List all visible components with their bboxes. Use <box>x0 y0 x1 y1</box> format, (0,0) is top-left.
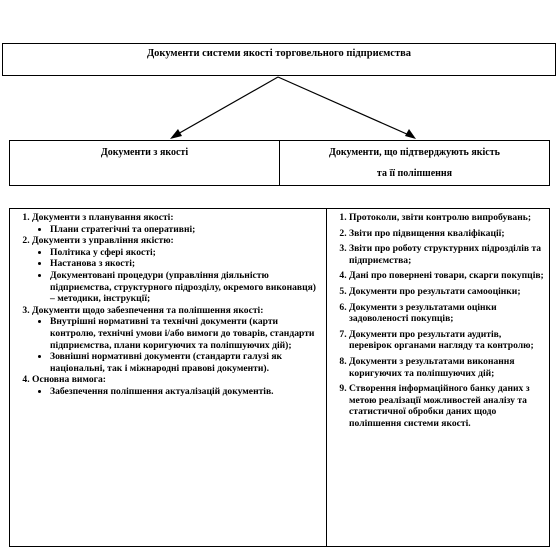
left-item-label: Документи щодо забезпечення та поліпшення якості: <box>32 304 264 316</box>
details-table <box>9 208 550 547</box>
diagram-title-box <box>2 43 556 76</box>
left-list-item <box>32 374 322 397</box>
right-column <box>327 209 549 546</box>
left-list <box>14 212 322 398</box>
left-subitem: • Політика у сфері якості; <box>50 247 322 259</box>
branch-row <box>9 140 550 186</box>
branch-right-label-line2: та її поліпшення <box>376 168 453 179</box>
branch-right-label-line1: Документи, що підтверджують якість <box>329 147 500 158</box>
left-item-label: Документи з планування якості: <box>32 212 174 223</box>
right-list-item: 1. Протоколи, звіти контролю випробувань; <box>349 212 545 224</box>
left-subitem: • Документовані процедури (управління діяльністю підприємства, структурного підрозділу, окремого виконавця) – методики, інструкції; <box>50 270 322 305</box>
right-list-item: 2. Звіти про підвищення кваліфікації; <box>349 228 545 240</box>
right-list-item: 5. Документи про результати самооцінки; <box>349 286 545 298</box>
branch-left-cell <box>10 141 279 185</box>
left-subitem: • Внутрішні нормативні та технічні документи (карти контролю, технічні умови і/або вимоги до товарів, стандарти підприємства, плани коригуючих та поліпшуючих дій); <box>50 316 322 351</box>
left-list-item <box>32 212 322 235</box>
left-subitem: • Зовнішні нормативні документи (стандарти галузі як національні, так і міжнародні правові документи). <box>50 351 322 374</box>
branch-right-cell <box>279 141 549 185</box>
left-sublist <box>32 247 322 305</box>
left-sublist <box>32 386 322 398</box>
left-item-label: Основна вимога: <box>32 374 106 386</box>
left-subitem: • Плани стратегічні та оперативні; <box>50 224 322 236</box>
arrow-left-line <box>176 77 278 135</box>
left-column <box>10 209 327 546</box>
right-list-item: 7. Документи про результати аудитів, перевірок органами нагляду та контролю; <box>349 329 545 352</box>
branch-left-label: Документи з якості <box>100 147 189 158</box>
arrow-right-line <box>278 77 409 135</box>
left-sublist <box>32 224 322 236</box>
arrow-right-head <box>405 129 416 139</box>
right-list-item: 9. Створення інформаційного банку даних з метою реалізації можливостей аналізу та статистичної обробки даних щодо поліпшення системи якості. <box>349 383 545 429</box>
right-list <box>331 212 545 430</box>
right-list-item: 4. Дані про повернені товари, скарги покупців; <box>349 270 545 282</box>
right-list-item: 8. Документи з результатами виконання коригуючих та поліпшуючих дій; <box>349 356 545 379</box>
left-subitem: • Забезпечення поліпшення актуалізацій документів. <box>50 386 322 398</box>
left-sublist <box>32 316 322 374</box>
right-list-item: 6. Документи з результатами оцінки задоволеності покупців; <box>349 302 545 325</box>
arrow-left-head <box>170 129 182 139</box>
left-list-item <box>32 235 322 305</box>
right-list-item: 3. Звіти про роботу структурних підрозділів та підприємства; <box>349 243 545 266</box>
left-list-item <box>32 305 322 375</box>
diagram-title: Документи системи якості торговельного підприємства <box>146 48 412 59</box>
left-item-label: Документи з управління якістю: <box>32 235 174 247</box>
left-subitem: • Настанова з якості; <box>50 258 322 270</box>
